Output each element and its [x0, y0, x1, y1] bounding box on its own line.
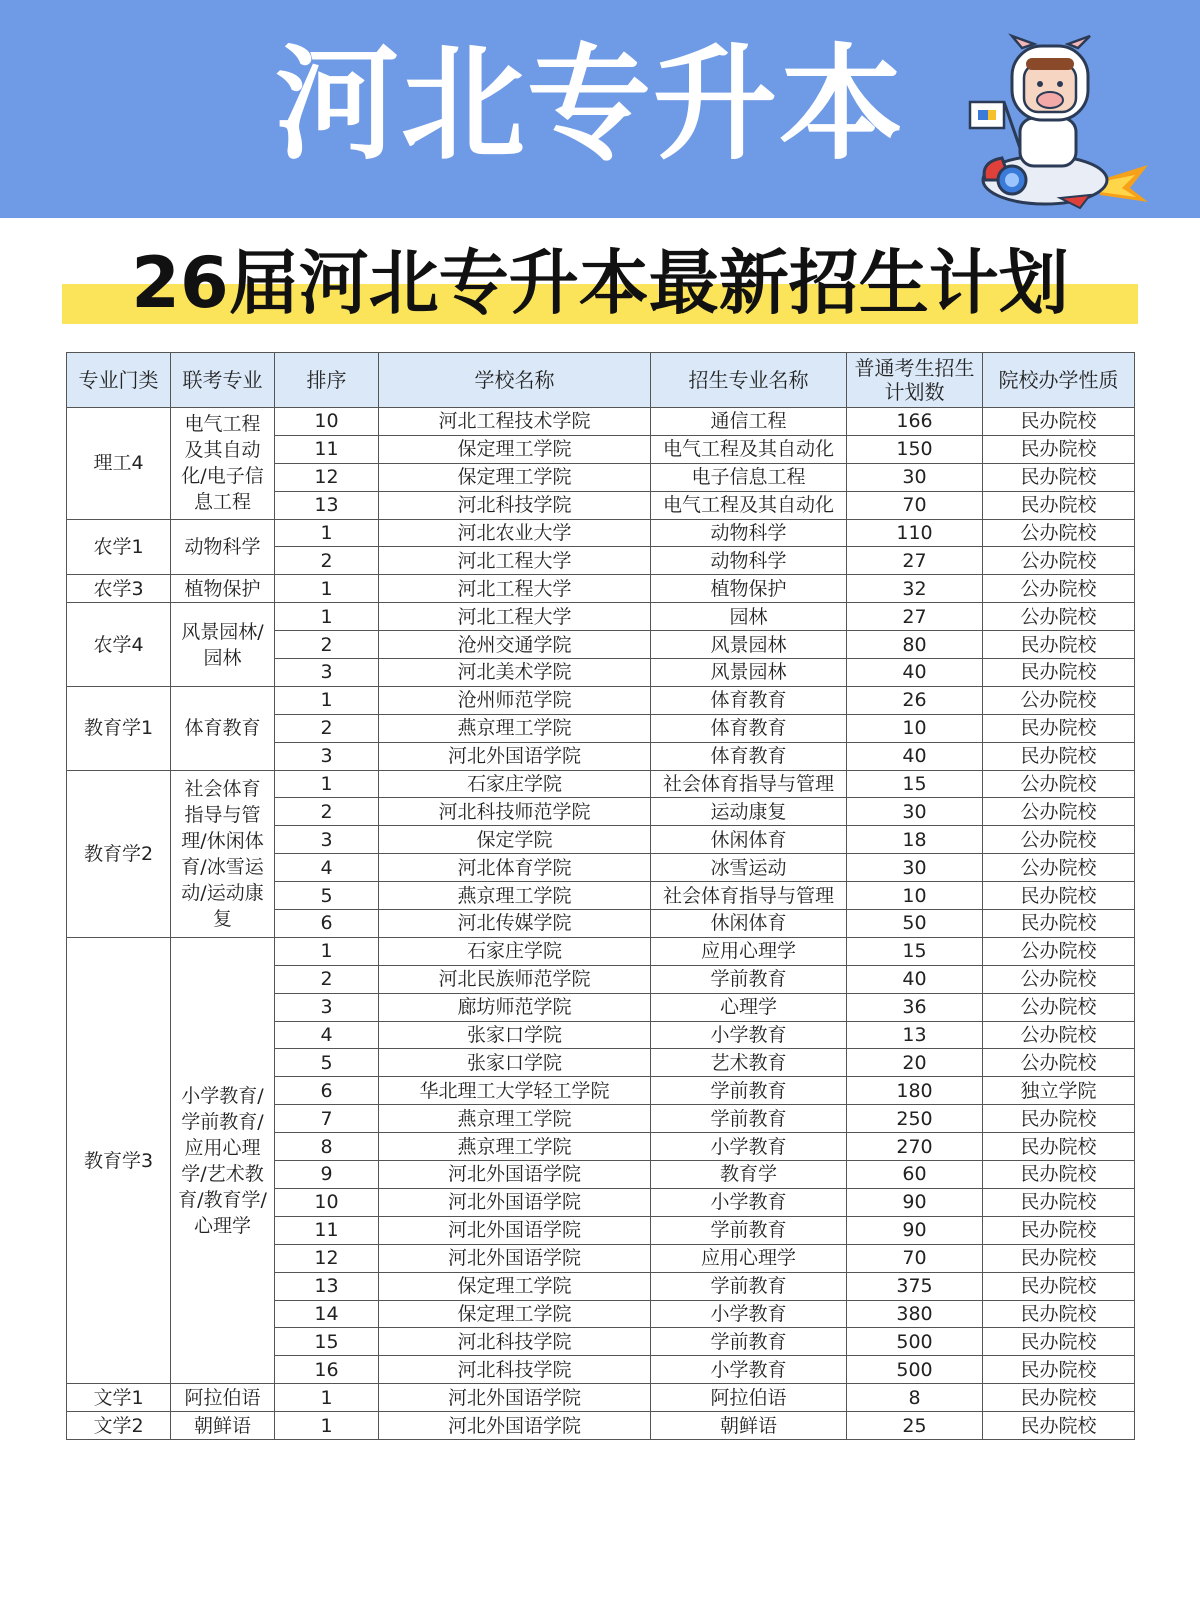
major-cell: 学前教育 [651, 1077, 847, 1105]
quota-cell: 500 [847, 1356, 983, 1384]
table-row [67, 408, 1135, 436]
order-cell: 2 [275, 631, 379, 659]
table-row [67, 686, 1135, 714]
school-cell: 河北外国语学院 [379, 1244, 651, 1272]
school-type-cell: 民办院校 [983, 1105, 1135, 1133]
school-type-cell: 公办院校 [983, 603, 1135, 631]
category-cell: 农学1 [67, 519, 171, 575]
school-type-cell: 公办院校 [983, 993, 1135, 1021]
school-type-cell: 民办院校 [983, 1384, 1135, 1412]
quota-cell: 20 [847, 1049, 983, 1077]
subject-cell: 社会体育指导与管理/休闲体育/冰雪运动/运动康复 [171, 770, 275, 937]
quota-cell: 110 [847, 519, 983, 547]
category-cell: 农学4 [67, 603, 171, 687]
school-type-cell: 民办院校 [983, 1216, 1135, 1244]
major-cell: 电气工程及其自动化 [651, 435, 847, 463]
order-cell: 2 [275, 714, 379, 742]
quota-cell: 15 [847, 937, 983, 965]
major-cell: 小学教育 [651, 1133, 847, 1161]
header-major: 招生专业名称 [651, 353, 847, 408]
quota-cell: 50 [847, 910, 983, 938]
quota-cell: 18 [847, 826, 983, 854]
order-cell: 6 [275, 1077, 379, 1105]
school-cell: 河北外国语学院 [379, 1384, 651, 1412]
order-cell: 8 [275, 1133, 379, 1161]
school-type-cell: 公办院校 [983, 1021, 1135, 1049]
order-cell: 10 [275, 408, 379, 436]
category-cell: 文学2 [67, 1412, 171, 1440]
order-cell: 5 [275, 882, 379, 910]
school-type-cell: 民办院校 [983, 1412, 1135, 1440]
school-type-cell: 民办院校 [983, 408, 1135, 436]
school-cell: 河北外国语学院 [379, 1412, 651, 1440]
school-type-cell: 公办院校 [983, 686, 1135, 714]
school-cell: 河北外国语学院 [379, 1188, 651, 1216]
major-cell: 冰雪运动 [651, 854, 847, 882]
cow-astronaut-rocket-icon [950, 30, 1150, 210]
quota-cell: 15 [847, 770, 983, 798]
major-cell: 小学教育 [651, 1356, 847, 1384]
major-cell: 艺术教育 [651, 1049, 847, 1077]
school-cell: 河北科技学院 [379, 491, 651, 519]
school-cell: 河北外国语学院 [379, 1216, 651, 1244]
school-type-cell: 公办院校 [983, 1049, 1135, 1077]
school-type-cell: 民办院校 [983, 910, 1135, 938]
major-cell: 运动康复 [651, 798, 847, 826]
school-type-cell: 公办院校 [983, 547, 1135, 575]
quota-cell: 40 [847, 659, 983, 687]
major-cell: 小学教育 [651, 1021, 847, 1049]
major-cell: 小学教育 [651, 1188, 847, 1216]
quota-cell: 40 [847, 965, 983, 993]
quota-cell: 60 [847, 1161, 983, 1189]
school-cell: 河北外国语学院 [379, 1161, 651, 1189]
table-header-row [67, 353, 1135, 408]
quota-cell: 10 [847, 882, 983, 910]
table-body [67, 408, 1135, 1440]
major-cell: 休闲体育 [651, 826, 847, 854]
header-order: 排序 [275, 353, 379, 408]
major-cell: 阿拉伯语 [651, 1384, 847, 1412]
quota-cell: 180 [847, 1077, 983, 1105]
school-cell: 保定理工学院 [379, 1272, 651, 1300]
quota-cell: 8 [847, 1384, 983, 1412]
order-cell: 4 [275, 1021, 379, 1049]
school-cell: 河北美术学院 [379, 659, 651, 687]
subject-cell: 体育教育 [171, 686, 275, 770]
order-cell: 4 [275, 854, 379, 882]
school-type-cell: 民办院校 [983, 631, 1135, 659]
school-cell: 河北工程技术学院 [379, 408, 651, 436]
school-cell: 河北民族师范学院 [379, 965, 651, 993]
order-cell: 16 [275, 1356, 379, 1384]
major-cell: 电气工程及其自动化 [651, 491, 847, 519]
quota-cell: 70 [847, 491, 983, 519]
quota-cell: 70 [847, 1244, 983, 1272]
school-cell: 河北科技学院 [379, 1356, 651, 1384]
quota-cell: 25 [847, 1412, 983, 1440]
major-cell: 电子信息工程 [651, 463, 847, 491]
major-cell: 小学教育 [651, 1300, 847, 1328]
order-cell: 11 [275, 435, 379, 463]
major-cell: 学前教育 [651, 1272, 847, 1300]
major-cell: 休闲体育 [651, 910, 847, 938]
order-cell: 1 [275, 1412, 379, 1440]
school-type-cell: 公办院校 [983, 575, 1135, 603]
school-type-cell: 公办院校 [983, 770, 1135, 798]
page-subtitle: 26届河北专升本最新招生计划 [131, 242, 1069, 324]
order-cell: 7 [275, 1105, 379, 1133]
order-cell: 1 [275, 603, 379, 631]
major-cell: 植物保护 [651, 575, 847, 603]
order-cell: 3 [275, 742, 379, 770]
table-row [67, 937, 1135, 965]
school-cell: 河北传媒学院 [379, 910, 651, 938]
category-cell: 文学1 [67, 1384, 171, 1412]
school-type-cell: 独立学院 [983, 1077, 1135, 1105]
subject-cell: 小学教育/学前教育/应用心理学/艺术教育/教育学/心理学 [171, 937, 275, 1383]
category-cell: 教育学3 [67, 937, 171, 1383]
order-cell: 2 [275, 798, 379, 826]
school-type-cell: 公办院校 [983, 519, 1135, 547]
enrollment-plan-table [66, 352, 1135, 1440]
major-cell: 心理学 [651, 993, 847, 1021]
school-type-cell: 民办院校 [983, 742, 1135, 770]
school-type-cell: 民办院校 [983, 1328, 1135, 1356]
school-cell: 河北工程大学 [379, 603, 651, 631]
header-subject: 联考专业 [171, 353, 275, 408]
school-cell: 燕京理工学院 [379, 1105, 651, 1133]
quota-cell: 32 [847, 575, 983, 603]
school-cell: 燕京理工学院 [379, 714, 651, 742]
school-cell: 河北工程大学 [379, 547, 651, 575]
quota-cell: 40 [847, 742, 983, 770]
major-cell: 体育教育 [651, 714, 847, 742]
category-cell: 教育学2 [67, 770, 171, 937]
subtitle-block [62, 240, 1138, 330]
major-cell: 体育教育 [651, 686, 847, 714]
quota-cell: 90 [847, 1188, 983, 1216]
school-cell: 河北外国语学院 [379, 742, 651, 770]
table-row [67, 1384, 1135, 1412]
subject-cell: 植物保护 [171, 575, 275, 603]
major-cell: 园林 [651, 603, 847, 631]
header-quota: 普通考生招生计划数 [847, 353, 983, 408]
school-cell: 燕京理工学院 [379, 1133, 651, 1161]
school-cell: 保定学院 [379, 826, 651, 854]
category-cell: 理工4 [67, 408, 171, 520]
school-cell: 沧州交通学院 [379, 631, 651, 659]
school-cell: 沧州师范学院 [379, 686, 651, 714]
school-cell: 保定理工学院 [379, 435, 651, 463]
table-row [67, 770, 1135, 798]
category-cell: 教育学1 [67, 686, 171, 770]
school-type-cell: 民办院校 [983, 1161, 1135, 1189]
major-cell: 学前教育 [651, 1105, 847, 1133]
school-cell: 保定理工学院 [379, 1300, 651, 1328]
subject-cell: 动物科学 [171, 519, 275, 575]
quota-cell: 30 [847, 798, 983, 826]
order-cell: 5 [275, 1049, 379, 1077]
quota-cell: 250 [847, 1105, 983, 1133]
school-type-cell: 公办院校 [983, 965, 1135, 993]
order-cell: 1 [275, 575, 379, 603]
order-cell: 12 [275, 1244, 379, 1272]
school-type-cell: 民办院校 [983, 463, 1135, 491]
school-type-cell: 民办院校 [983, 714, 1135, 742]
major-cell: 学前教育 [651, 1216, 847, 1244]
quota-cell: 80 [847, 631, 983, 659]
order-cell: 11 [275, 1216, 379, 1244]
major-cell: 社会体育指导与管理 [651, 770, 847, 798]
school-type-cell: 公办院校 [983, 826, 1135, 854]
header-banner [0, 0, 1200, 218]
order-cell: 15 [275, 1328, 379, 1356]
major-cell: 体育教育 [651, 742, 847, 770]
major-cell: 应用心理学 [651, 937, 847, 965]
school-cell: 河北农业大学 [379, 519, 651, 547]
major-cell: 通信工程 [651, 408, 847, 436]
school-cell: 张家口学院 [379, 1021, 651, 1049]
table-row [67, 519, 1135, 547]
quota-cell: 380 [847, 1300, 983, 1328]
major-cell: 应用心理学 [651, 1244, 847, 1272]
quota-cell: 375 [847, 1272, 983, 1300]
major-cell: 朝鲜语 [651, 1412, 847, 1440]
header-school: 学校名称 [379, 353, 651, 408]
quota-cell: 90 [847, 1216, 983, 1244]
quota-cell: 500 [847, 1328, 983, 1356]
order-cell: 6 [275, 910, 379, 938]
banner-title: 河北专升本 [274, 33, 905, 177]
school-type-cell: 民办院校 [983, 1188, 1135, 1216]
school-type-cell: 公办院校 [983, 937, 1135, 965]
table-row [67, 603, 1135, 631]
school-type-cell: 民办院校 [983, 1272, 1135, 1300]
order-cell: 2 [275, 547, 379, 575]
order-cell: 1 [275, 937, 379, 965]
major-cell: 风景园林 [651, 631, 847, 659]
quota-cell: 30 [847, 854, 983, 882]
order-cell: 3 [275, 993, 379, 1021]
order-cell: 3 [275, 659, 379, 687]
subject-cell: 电气工程及其自动化/电子信息工程 [171, 408, 275, 520]
order-cell: 10 [275, 1188, 379, 1216]
school-cell: 石家庄学院 [379, 937, 651, 965]
subject-cell: 阿拉伯语 [171, 1384, 275, 1412]
school-cell: 河北科技学院 [379, 1328, 651, 1356]
quota-cell: 166 [847, 408, 983, 436]
school-type-cell: 公办院校 [983, 798, 1135, 826]
category-cell: 农学3 [67, 575, 171, 603]
quota-cell: 10 [847, 714, 983, 742]
order-cell: 13 [275, 1272, 379, 1300]
major-cell: 学前教育 [651, 965, 847, 993]
school-cell: 石家庄学院 [379, 770, 651, 798]
school-type-cell: 民办院校 [983, 1356, 1135, 1384]
order-cell: 1 [275, 1384, 379, 1412]
school-cell: 河北体育学院 [379, 854, 651, 882]
quota-cell: 270 [847, 1133, 983, 1161]
school-cell: 华北理工大学轻工学院 [379, 1077, 651, 1105]
table-row [67, 575, 1135, 603]
order-cell: 2 [275, 965, 379, 993]
quota-cell: 150 [847, 435, 983, 463]
major-cell: 动物科学 [651, 547, 847, 575]
table-row [67, 1412, 1135, 1440]
header-category: 专业门类 [67, 353, 171, 408]
school-cell: 河北工程大学 [379, 575, 651, 603]
school-cell: 保定理工学院 [379, 463, 651, 491]
major-cell: 学前教育 [651, 1328, 847, 1356]
order-cell: 12 [275, 463, 379, 491]
order-cell: 14 [275, 1300, 379, 1328]
school-cell: 燕京理工学院 [379, 882, 651, 910]
order-cell: 3 [275, 826, 379, 854]
major-cell: 教育学 [651, 1161, 847, 1189]
school-type-cell: 民办院校 [983, 491, 1135, 519]
school-type-cell: 民办院校 [983, 1133, 1135, 1161]
school-cell: 廊坊师范学院 [379, 993, 651, 1021]
order-cell: 1 [275, 519, 379, 547]
header-school-type: 院校办学性质 [983, 353, 1135, 408]
school-cell: 河北科技师范学院 [379, 798, 651, 826]
order-cell: 9 [275, 1161, 379, 1189]
order-cell: 1 [275, 686, 379, 714]
subject-cell: 风景园林/园林 [171, 603, 275, 687]
subject-cell: 朝鲜语 [171, 1412, 275, 1440]
quota-cell: 27 [847, 603, 983, 631]
school-type-cell: 民办院校 [983, 435, 1135, 463]
quota-cell: 30 [847, 463, 983, 491]
school-type-cell: 公办院校 [983, 854, 1135, 882]
quota-cell: 36 [847, 993, 983, 1021]
school-type-cell: 民办院校 [983, 882, 1135, 910]
school-type-cell: 民办院校 [983, 1300, 1135, 1328]
major-cell: 动物科学 [651, 519, 847, 547]
quota-cell: 13 [847, 1021, 983, 1049]
school-type-cell: 民办院校 [983, 1244, 1135, 1272]
major-cell: 风景园林 [651, 659, 847, 687]
order-cell: 13 [275, 491, 379, 519]
order-cell: 1 [275, 770, 379, 798]
quota-cell: 26 [847, 686, 983, 714]
school-cell: 张家口学院 [379, 1049, 651, 1077]
school-type-cell: 民办院校 [983, 659, 1135, 687]
major-cell: 社会体育指导与管理 [651, 882, 847, 910]
quota-cell: 27 [847, 547, 983, 575]
